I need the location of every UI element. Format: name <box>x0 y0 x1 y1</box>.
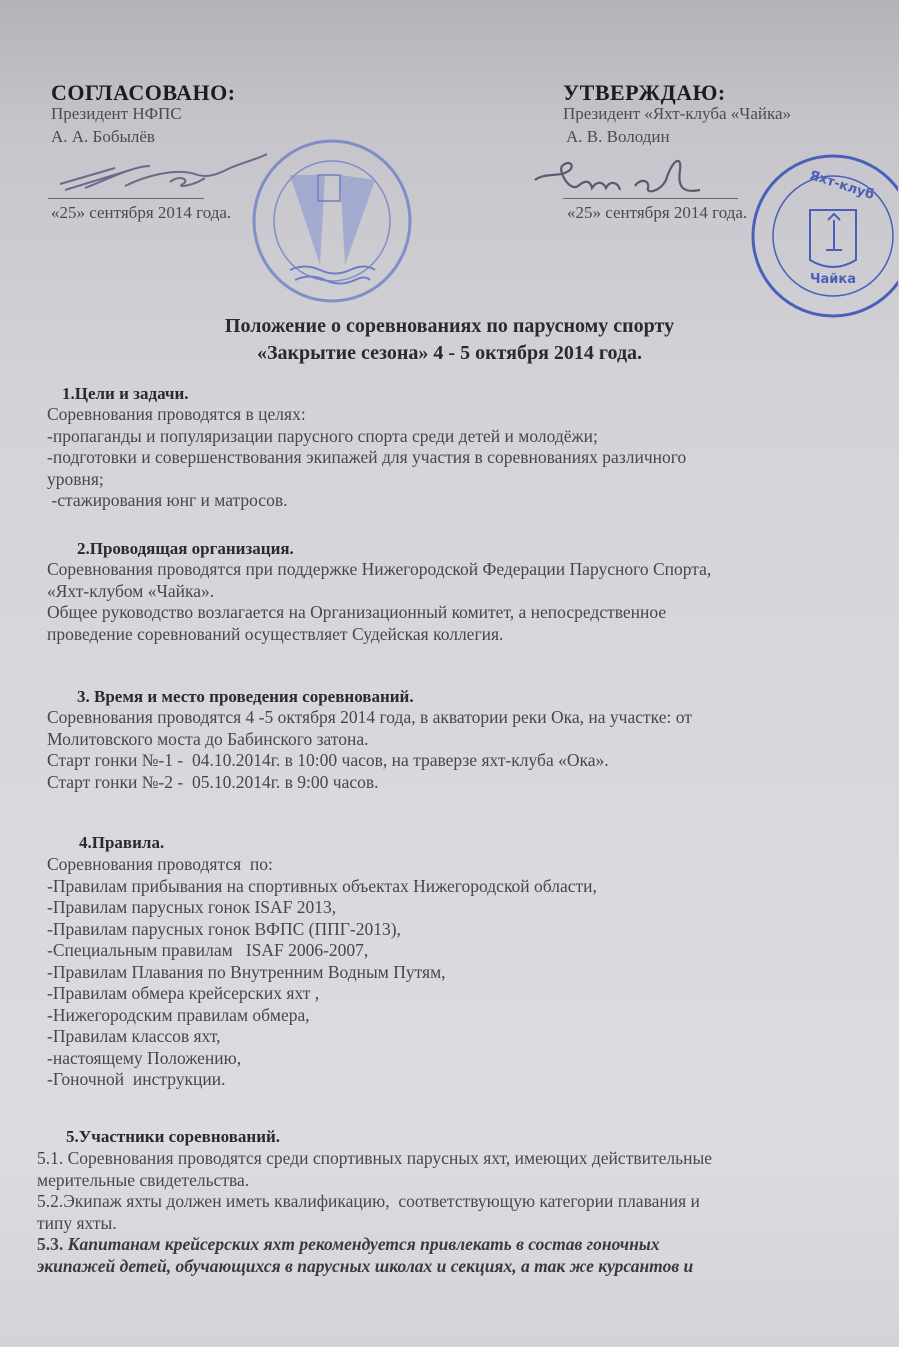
list-item: -Правилам парусных гонок ISAF 2013, <box>47 897 337 917</box>
stamp-left <box>250 135 415 305</box>
section-3-body <box>47 707 692 793</box>
text-line: Соревнования проводятся в целях: <box>47 404 306 424</box>
section-4-body <box>47 854 597 1091</box>
approval-right-title: УТВЕРЖДАЮ: <box>563 80 726 105</box>
section-4-heading: 4.Правила. <box>79 833 165 852</box>
text-line: Молитовского моста до Бабинского затона. <box>47 728 369 749</box>
section-2-heading: 2.Проводящая организация. <box>77 539 294 558</box>
text-line: 5.2.Экипаж яхты должен иметь квалификацию, соответствующую категории плавания и <box>37 1191 700 1211</box>
approval-right-name: А. В. Володин <box>566 127 670 146</box>
text-line: проведение соревнований осуществляет Судейская коллегия. <box>47 623 504 644</box>
text-line: мерительные свидетельства. <box>37 1169 250 1190</box>
text-line: -подготовки и совершенствования экипажей для участия в соревнованиях различного <box>47 447 687 467</box>
approval-right-position: Президент «Яхт-клуба «Чайка» <box>563 104 792 123</box>
section-2-body <box>47 559 711 645</box>
list-item: -настоящему Положению, <box>47 1047 242 1068</box>
text-line: «Яхт-клубом «Чайка». <box>47 580 215 601</box>
document-title-line1: Положение о соревнованиях по парусному спорту <box>224 315 675 337</box>
text-line: Старт гонки №-1 - 04.10.2014г. в 10:00 часов, на траверзе яхт-клуба «Ока». <box>47 750 609 770</box>
approval-right-date: «25» сентября 2014 года. <box>567 203 748 222</box>
list-item: -Правилам парусных гонок ВФПС (ППГ-2013), <box>47 918 401 939</box>
text-line: -стажирования юнг и матросов. <box>47 490 288 510</box>
signature-left <box>55 146 270 196</box>
section-1-heading: 1.Цели и задачи. <box>62 384 189 403</box>
item-5-3-line1 <box>37 1234 712 1256</box>
section-3-heading: 3. Время и место проведения соревнований. <box>77 687 414 706</box>
signature-right <box>530 150 730 205</box>
signature-line-left <box>48 198 204 199</box>
list-item: -Правилам прибывания на спортивных объектах Нижегородской области, <box>47 875 597 896</box>
list-item: -Правилам классов яхт, <box>47 1026 221 1046</box>
list-item: -Нижегородским правилам обмера, <box>47 1004 310 1025</box>
item-5-3-text: Капитанам крейсерских яхт рекомендуется привлекать в состав гоночных <box>67 1234 660 1254</box>
text-line: Соревнования проводятся 4 -5 октября 2014 года, в акватории реки Ока, на участке: от <box>47 707 692 727</box>
text-line: 5.1. Соревнования проводятся среди спортивных парусных яхт, имеющих действительные <box>37 1148 712 1168</box>
text-line: -пропаганды и популяризации парусного спорта среди детей и молодёжи; <box>47 425 598 446</box>
approval-left-name: А. А. Бобылёв <box>51 127 155 146</box>
text-line: уровня; <box>47 468 104 489</box>
list-item: -Гоночной инструкции. <box>47 1069 226 1089</box>
approval-left-position: Президент НФПС <box>51 104 182 123</box>
section-5-heading: 5.Участники соревнований. <box>66 1127 281 1146</box>
approval-left-date: «25» сентября 2014 года. <box>51 203 232 222</box>
item-5-3-line2: экипажей детей, обучающихся в парусных школах и секциях, а так же курсантов и <box>37 1255 694 1276</box>
item-5-3-number: 5.3. <box>37 1234 64 1254</box>
text-line: Общее руководство возлагается на Организационный комитет, а непосредственное <box>47 602 667 622</box>
text-line: Соревнования проводятся при поддержке Нижегородской Федерации Парусного Спорта, <box>47 559 712 579</box>
stamp-right-bottom-text: Чайка <box>810 272 856 287</box>
approval-left-title: СОГЛАСОВАНО: <box>51 80 236 105</box>
list-item: -Специальным правилам ISAF 2006-2007, <box>47 940 369 960</box>
stamp-right-top-text: Яхт-клуб <box>807 167 876 204</box>
document-title-line2: «Закрытие сезона» 4 - 5 октября 2014 года. <box>256 342 643 364</box>
text-line: Соревнования проводятся по: <box>47 854 273 874</box>
list-item: -Правилам Плавания по Внутренним Водным Путям, <box>47 961 446 982</box>
section-1-body <box>47 404 686 512</box>
text-line: Старт гонки №-2 - 05.10.2014г. в 9:00 часов. <box>47 771 379 792</box>
section-5-body <box>37 1148 712 1277</box>
list-item: -Правилам обмера крейсерских яхт , <box>47 983 320 1003</box>
text-line: типу яхты. <box>37 1212 117 1233</box>
